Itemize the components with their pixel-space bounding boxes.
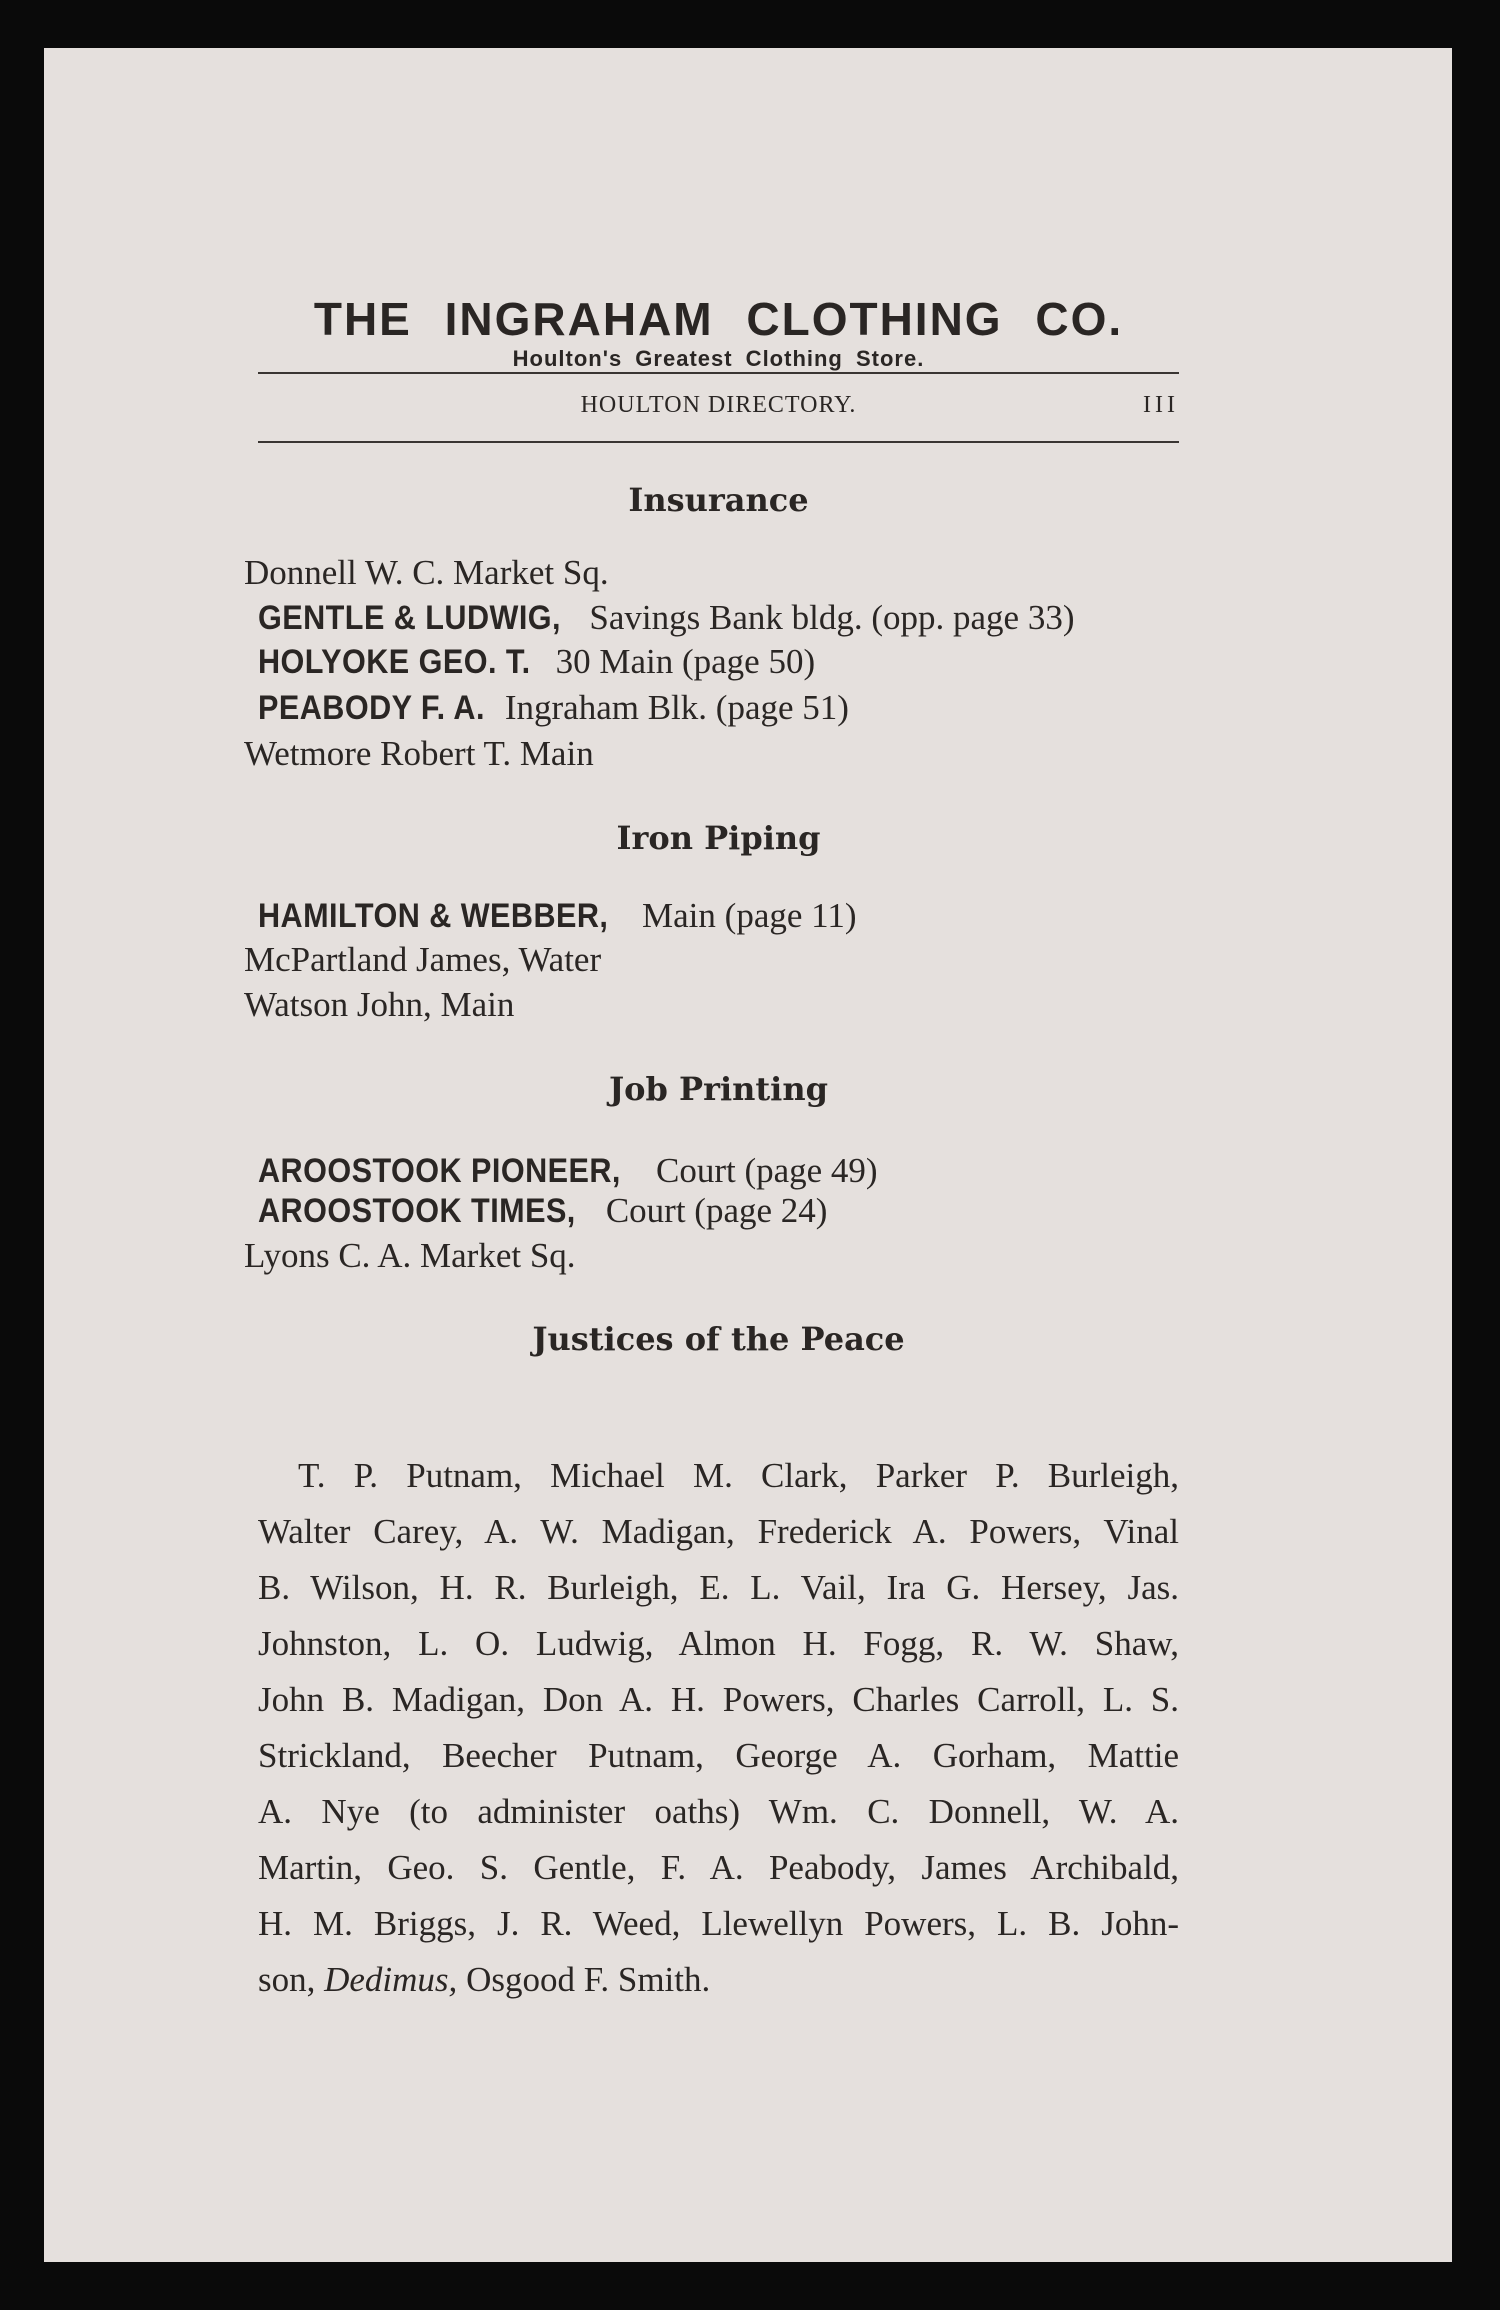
list-item: GENTLE & LUDWIG, Savings Bank bldg. (opp. page 33) — [258, 598, 1075, 637]
page-number: III — [1143, 392, 1179, 418]
list-item: HOLYOKE GEO. T. 30 Main (page 50) — [258, 642, 816, 681]
rule-divider — [258, 441, 1179, 443]
list-item: AROOSTOOK TIMES, Court (page 24) — [258, 1191, 828, 1230]
paragraph-line: Walter Carey, A. W. Madigan, Frederick A. Powers, Vinal — [258, 1512, 1179, 1551]
list-item: HAMILTON & WEBBER, Main (page 11) — [258, 896, 857, 935]
section-heading-justices: Justices of the Peace — [532, 1320, 905, 1358]
paragraph-line: son, Dedimus, Osgood F. Smith. — [258, 1960, 711, 1999]
paragraph-line: A. Nye (to administer oaths) Wm. C. Donnell, W. A. — [258, 1792, 1179, 1831]
list-item: Lyons C. A. Market Sq. — [244, 1236, 576, 1275]
list-item: Watson John, Main — [244, 985, 515, 1024]
section-heading-job-printing: Job Printing — [609, 1070, 828, 1108]
paragraph-line: Johnston, L. O. Ludwig, Almon H. Fogg, R. W. Shaw, — [258, 1624, 1179, 1663]
paragraph-line: John B. Madigan, Don A. H. Powers, Charles Carroll, L. S. — [258, 1680, 1179, 1719]
running-head-title: HOULTON DIRECTORY. — [580, 392, 857, 418]
paragraph-line: B. Wilson, H. R. Burleigh, E. L. Vail, Ira G. Hersey, Jas. — [258, 1568, 1179, 1607]
list-item: PEABODY F. A. Ingraham Blk. (page 51) — [258, 688, 849, 727]
rule-divider — [258, 372, 1179, 374]
directory-page — [44, 48, 1452, 2262]
paragraph-line: T. P. Putnam, Michael M. Clark, Parker P. Burleigh, — [298, 1456, 1179, 1495]
justices-paragraph — [258, 1448, 1179, 2008]
list-item: AROOSTOOK PIONEER, Court (page 49) — [258, 1151, 878, 1190]
advert-title: THE INGRAHAM CLOTHING CO. — [313, 293, 1124, 345]
list-item: Donnell W. C. Market Sq. — [244, 553, 609, 592]
list-item: McPartland James, Water — [244, 940, 602, 979]
paragraph-line: Martin, Geo. S. Gentle, F. A. Peabody, James Archibald, — [258, 1848, 1179, 1887]
paragraph-line: Strickland, Beecher Putnam, George A. Gorham, Mattie — [258, 1736, 1179, 1775]
paragraph-line: H. M. Briggs, J. R. Weed, Llewellyn Powers, L. B. John- — [258, 1904, 1179, 1943]
advert-subtitle: Houlton's Greatest Clothing Store. — [512, 346, 925, 371]
section-heading-iron-piping: Iron Piping — [616, 819, 821, 857]
list-item: Wetmore Robert T. Main — [244, 734, 594, 773]
running-head — [258, 392, 1179, 419]
section-heading-insurance: Insurance — [628, 481, 809, 519]
